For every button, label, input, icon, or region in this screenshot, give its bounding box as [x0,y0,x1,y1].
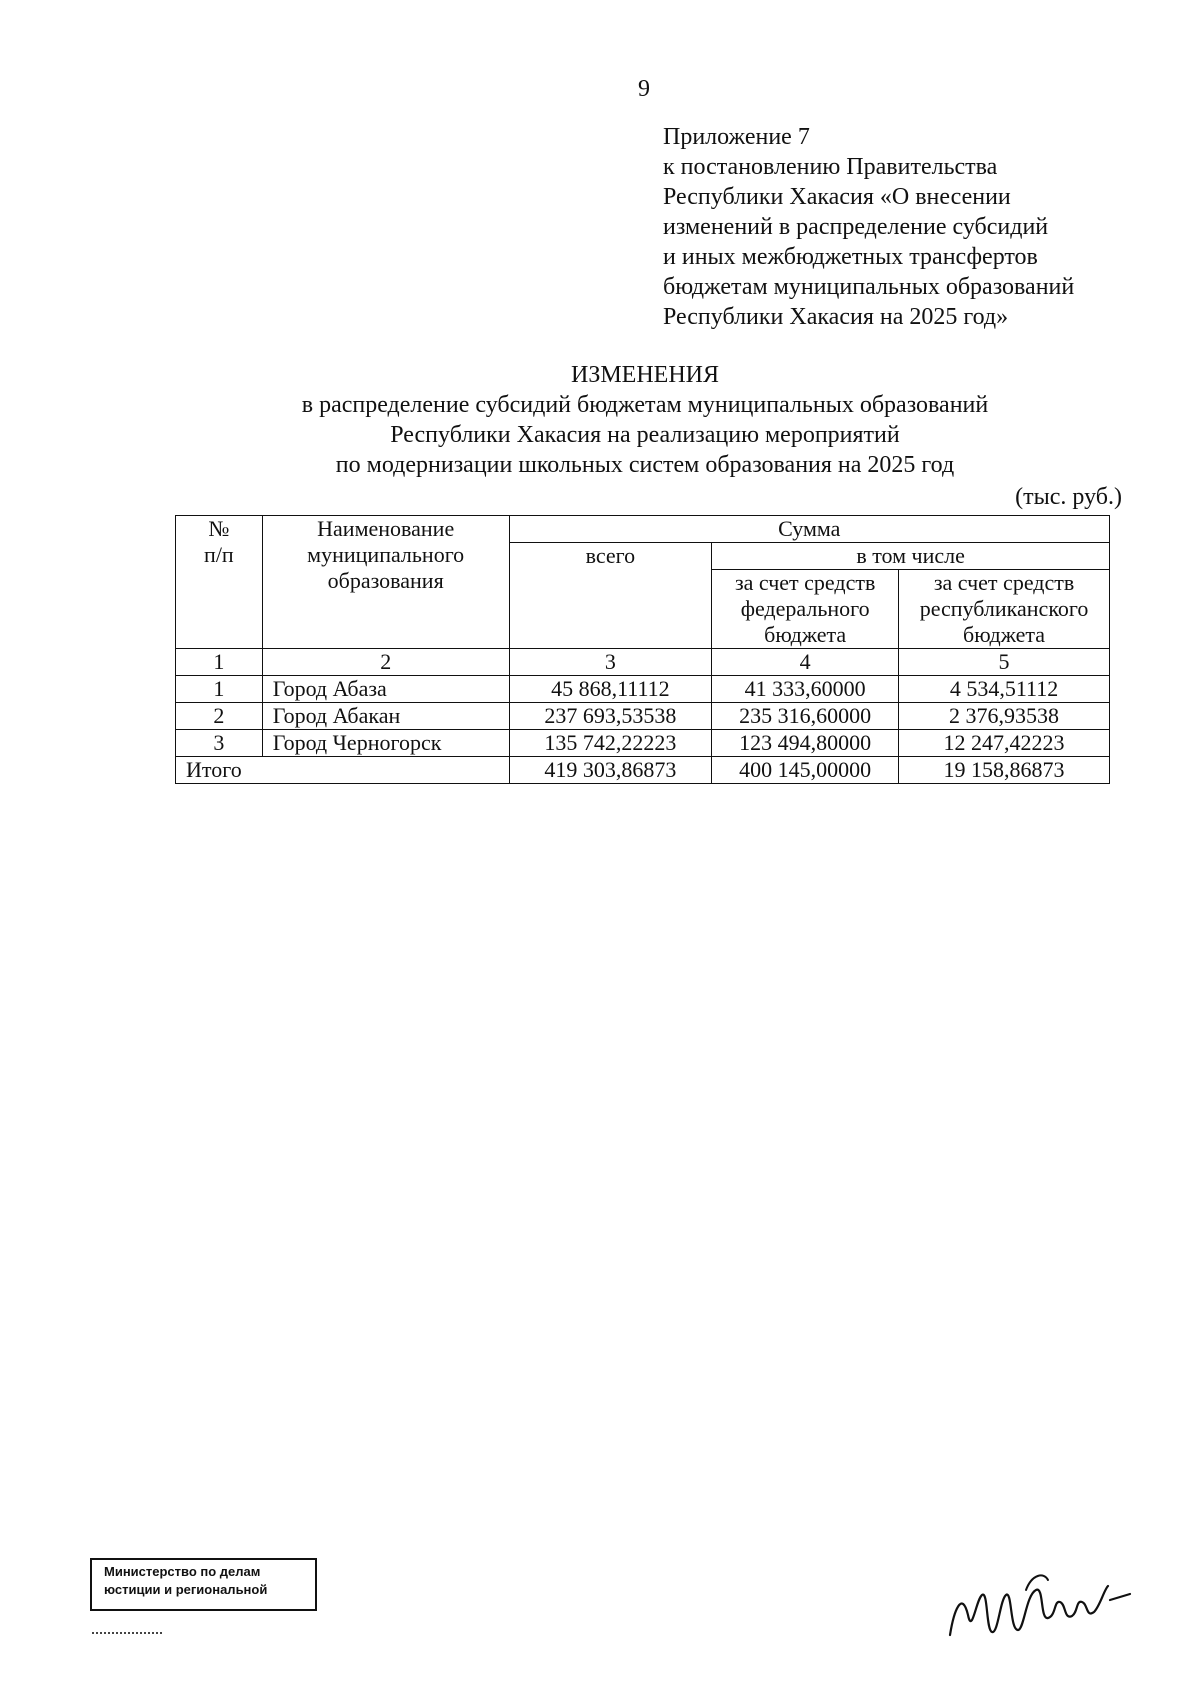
header-total: всего [509,543,712,649]
republican-value: 2 376,93538 [899,703,1110,730]
title-line: Республики Хакасия на реализацию мероприятий [390,422,900,448]
appendix-line: Республики Хакасия на 2025 год» [663,304,1009,330]
header-sum: Сумма [509,516,1109,543]
appendix-line: бюджетам муниципальных образований [663,274,1075,300]
federal-value: 235 316,60000 [712,703,899,730]
appendix-line: и иных межбюджетных трансфертов [663,244,1038,270]
signature-icon [940,1560,1140,1655]
total-value: 419 303,86873 [509,757,712,784]
appendix-line: к постановлению Правительства [663,154,998,180]
table-header-row [176,516,1110,543]
total-value: 135 742,22223 [509,730,712,757]
appendix-line: Республики Хакасия «О внесении [663,184,1011,210]
appendix-line: изменений в распределение субсидий [663,214,1049,240]
stamp-dotted-line [92,1632,162,1634]
stamp-line: юстиции и региональной [104,1582,268,1597]
column-number-row [176,649,1110,676]
table-row [176,676,1110,703]
republican-value: 12 247,42223 [899,730,1110,757]
column-number: 3 [509,649,712,676]
stamp-line: Министерство по делам [104,1564,261,1579]
row-number: 2 [176,703,263,730]
header-number: № п/п [176,516,263,649]
republican-value: 19 158,86873 [899,757,1110,784]
table-row [176,703,1110,730]
municipality-name: Город Черногорск [262,730,509,757]
column-number: 4 [712,649,899,676]
header-name: Наименование муниципального образования [262,516,509,649]
row-number: 3 [176,730,263,757]
title-heading: ИЗМЕНЕНИЯ [570,362,720,388]
header-federal: за счет средств федерального бюджета [712,570,899,649]
republican-value: 4 534,51112 [899,676,1110,703]
federal-value: 123 494,80000 [712,730,899,757]
municipality-name: Город Абакан [262,703,509,730]
column-number: 5 [899,649,1110,676]
ministry-stamp [90,1558,317,1611]
header-republican: за счет средств республиканского бюджета [899,570,1110,649]
column-number: 2 [262,649,509,676]
page-number: 9 [638,76,650,102]
federal-value: 41 333,60000 [712,676,899,703]
header-including: в том числе [712,543,1110,570]
appendix-line: Приложение 7 [663,124,810,150]
total-value: 45 868,11112 [509,676,712,703]
municipality-name: Город Абаза [262,676,509,703]
column-number: 1 [176,649,263,676]
units-label: (тыс. руб.) [1015,484,1122,510]
total-value: 237 693,53538 [509,703,712,730]
title-line: по модернизации школьных систем образования на 2025 год [335,452,955,478]
total-row [176,757,1110,784]
document-title [0,360,1200,480]
total-label: Итого [176,757,510,784]
row-number: 1 [176,676,263,703]
subsidy-table [175,515,1110,784]
federal-value: 400 145,00000 [712,757,899,784]
title-line: в распределение субсидий бюджетам муниципальных образований [301,392,989,418]
table-row [176,730,1110,757]
appendix-header [663,122,1074,332]
